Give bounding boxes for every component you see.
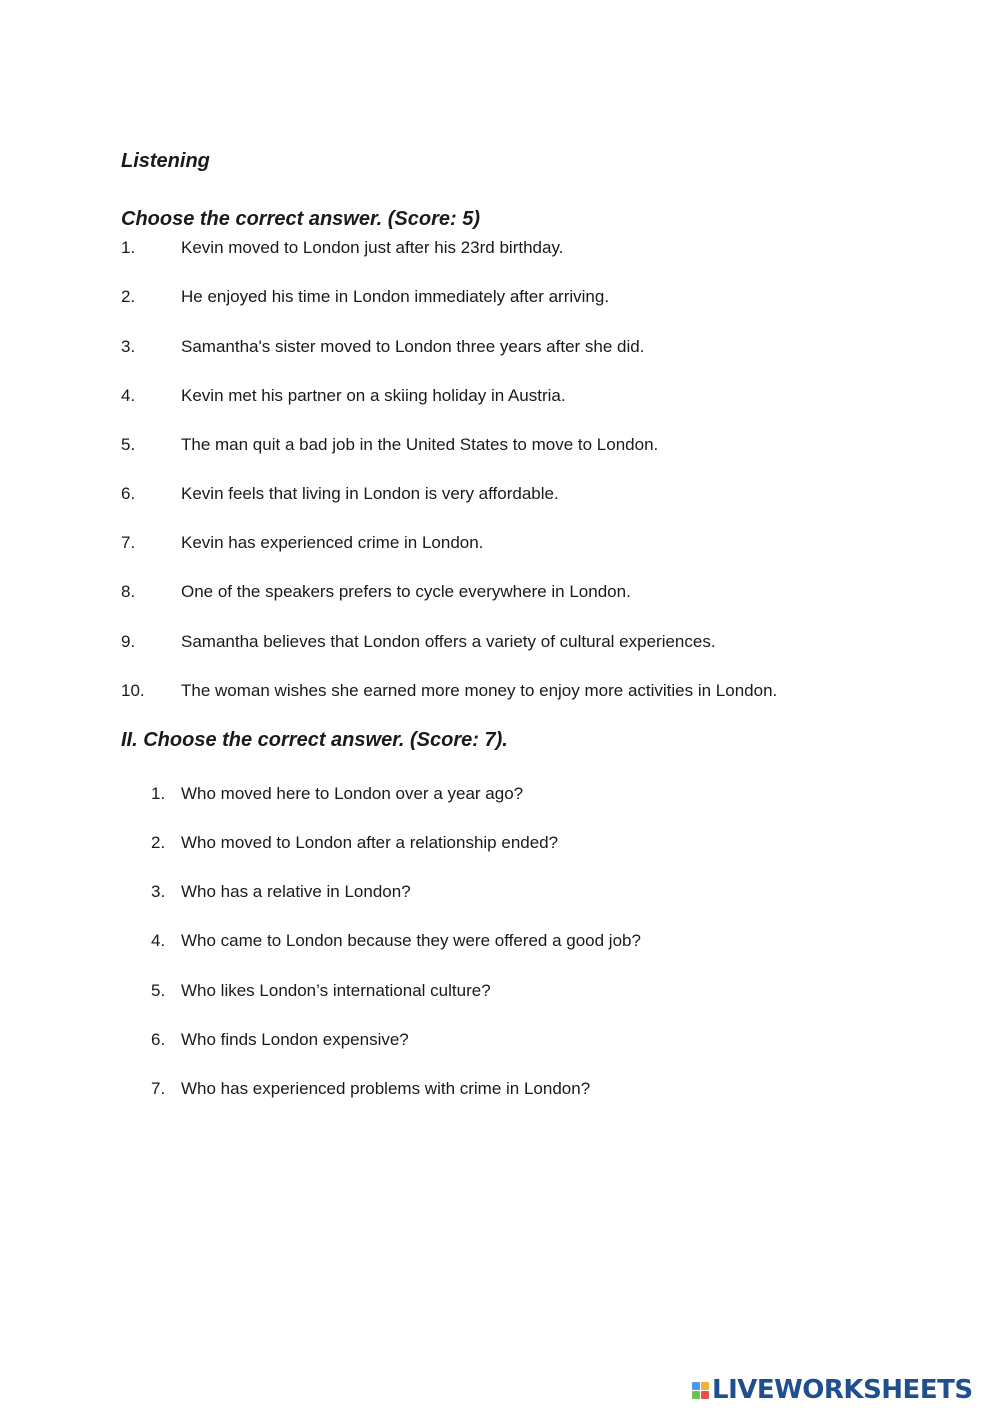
item-text: Who has a relative in London?	[181, 882, 411, 901]
item-number: 1.	[121, 238, 136, 257]
item-text: Kevin moved to London just after his 23rd birthday.	[181, 238, 564, 257]
page-title: Listening	[121, 150, 210, 172]
item-number: 5.	[151, 981, 166, 1000]
item-number: 9.	[121, 632, 136, 651]
item-number: 6.	[121, 484, 136, 503]
item-number: 7.	[121, 533, 136, 552]
item-text: Kevin has experienced crime in London.	[181, 533, 484, 552]
item-text: Who likes London’s international culture?	[181, 981, 491, 1000]
liveworksheets-logo[interactable]	[692, 1376, 973, 1404]
item-text: Who came to London because they were offered a good job?	[181, 931, 641, 950]
liveworksheets-logo-icon	[692, 1382, 709, 1399]
item-number: 2.	[151, 833, 166, 852]
item-number: 6.	[151, 1030, 166, 1049]
item-text: Who moved here to London over a year ago?	[181, 784, 524, 803]
item-text: Kevin met his partner on a skiing holiday in Austria.	[181, 386, 566, 405]
item-text: Kevin feels that living in London is very affordable.	[181, 484, 559, 503]
item-number: 1.	[151, 784, 166, 803]
item-text: Who moved to London after a relationship ended?	[181, 833, 559, 852]
logo-square-icon	[701, 1382, 709, 1390]
logo-text: LIVEWORKSHEETS	[712, 1375, 973, 1405]
item-text: One of the speakers prefers to cycle everywhere in London.	[181, 582, 631, 601]
item-number: 4.	[151, 931, 166, 950]
section-1-heading: Choose the correct answer. (Score: 5)	[121, 208, 481, 230]
item-number: 4.	[121, 386, 136, 405]
logo-square-icon	[701, 1391, 709, 1399]
item-text: He enjoyed his time in London immediately after arriving.	[181, 287, 610, 306]
item-number: 3.	[121, 337, 136, 356]
item-number: 7.	[151, 1079, 166, 1098]
item-text: Samantha's sister moved to London three years after she did.	[181, 337, 645, 356]
item-number: 10.	[121, 681, 145, 700]
logo-square-icon	[692, 1391, 700, 1399]
item-text: Samantha believes that London offers a variety of cultural experiences.	[181, 632, 716, 651]
item-text: Who finds London expensive?	[181, 1030, 409, 1049]
item-text: Who has experienced problems with crime in London?	[181, 1079, 591, 1098]
item-text: The man quit a bad job in the United States to move to London.	[181, 435, 659, 454]
item-number: 3.	[151, 882, 166, 901]
logo-square-icon	[692, 1382, 700, 1390]
item-text: The woman wishes she earned more money to enjoy more activities in London.	[181, 681, 778, 700]
item-number: 8.	[121, 582, 136, 601]
item-number: 2.	[121, 287, 136, 306]
section-2-heading: II. Choose the correct answer. (Score: 7).	[121, 729, 508, 751]
item-number: 5.	[121, 435, 136, 454]
